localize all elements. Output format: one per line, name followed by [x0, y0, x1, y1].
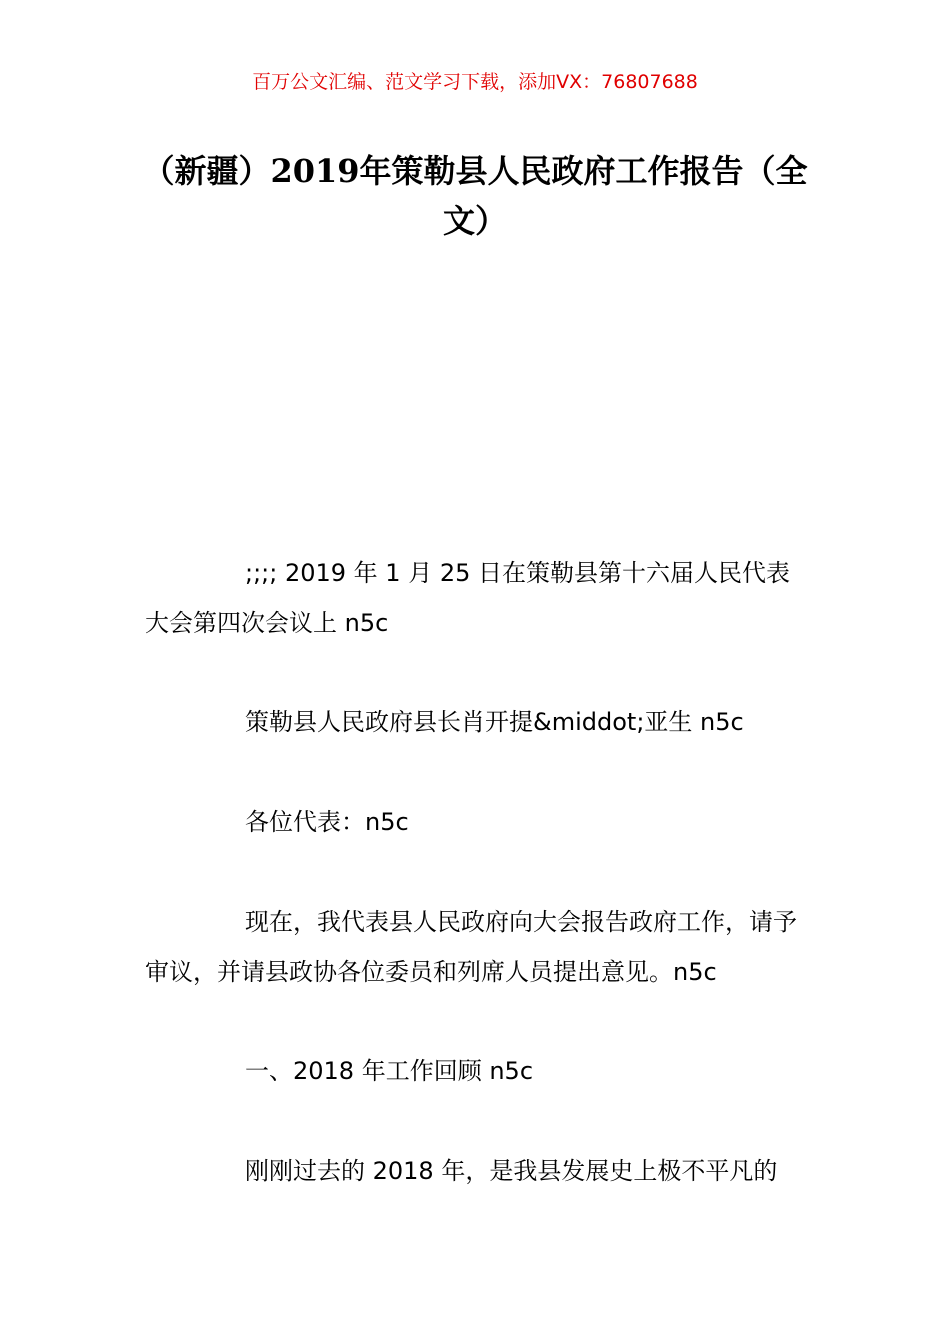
paragraph-salutation: 各位代表：n5c [245, 808, 409, 836]
paragraph-review-start: 刚刚过去的 2018 年，是我县发展史上极不平凡的 [245, 1157, 778, 1185]
section-heading-review: 一、2018 年工作回顾 n5c [245, 1057, 534, 1085]
paragraph-meeting-info: ;;;; 2019 年 1 月 25 日在策勒县第十六届人民代表大会第四次会议上 n5c [145, 559, 791, 637]
document-title: （新疆）2019年策勒县人民政府工作报告（全文） [142, 152, 808, 240]
paragraph-speaker: 策勒县人民政府县长肖开提&middot;亚生 n5c [245, 708, 744, 736]
paragraph-intro: 现在，我代表县人民政府向大会报告政府工作，请予审议，并请县政协各位委员和列席人员提出意见。n5c [145, 908, 797, 986]
header-note: 百万公文汇编、范文学习下载，添加VX：76807688 [252, 71, 698, 93]
